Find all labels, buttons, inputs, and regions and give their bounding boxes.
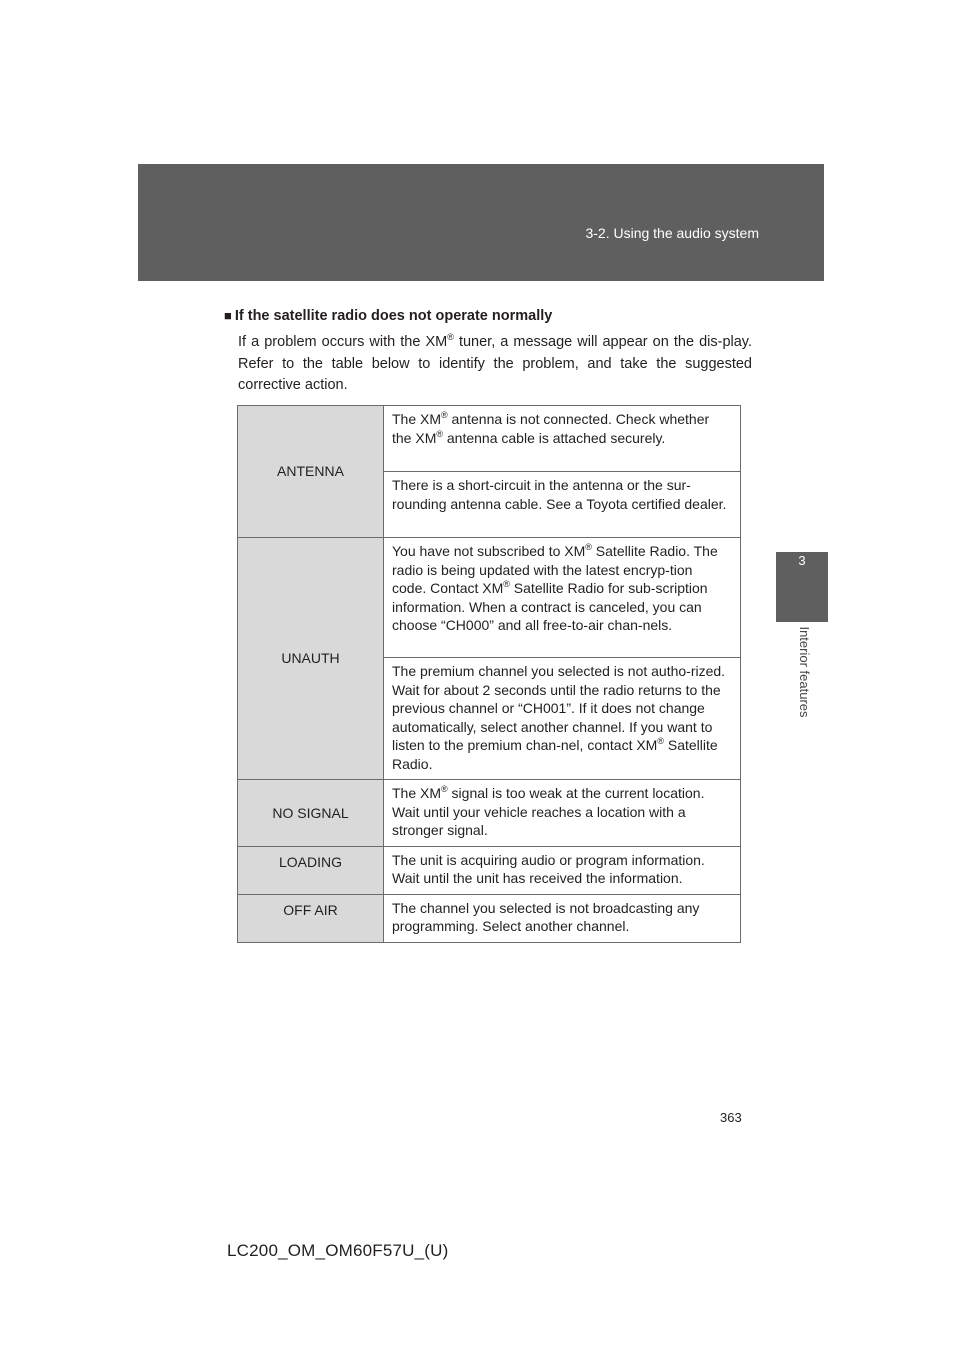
message-code-unauth: UNAUTH <box>238 538 384 780</box>
section-title: 3-2. Using the audio system <box>585 225 759 241</box>
square-bullet-icon: ■ <box>224 308 232 323</box>
table-row <box>238 538 741 658</box>
footer-document-code: LC200_OM_OM60F57U_(U) <box>227 1241 449 1260</box>
message-description: The channel you selected is not broadcasting any programming. Select another channel. <box>384 894 741 942</box>
intro-text-2: tuner, a message will appear on the dis-play. Refer to the table below to identify the problem, and take the suggested corrective action. <box>238 334 752 393</box>
message-table <box>237 405 741 943</box>
table-row <box>238 894 741 942</box>
message-description: There is a short-circuit in the antenna or the sur-rounding antenna cable. See a Toyota certified dealer. <box>384 472 741 538</box>
message-description: The unit is acquiring audio or program information. Wait until the unit has received the information. <box>384 846 741 894</box>
message-description: The premium channel you selected is not autho-rized. Wait for about 2 seconds until the radio returns to the previous channel or “CH001”. If it does not change automatically, select another channel. If you want to listen to the premium chan-nel, contact XM® Satellite Radio. <box>384 658 741 780</box>
message-description: The XM® antenna is not connected. Check whether the XM® antenna cable is attached securely. <box>384 406 741 472</box>
table-row <box>238 780 741 847</box>
table-row <box>238 846 741 894</box>
chapter-label: Interior features <box>797 626 812 718</box>
message-code-antenna: ANTENNA <box>238 406 384 538</box>
intro-text-1: If a problem occurs with the XM <box>238 334 448 350</box>
message-code-off-air: OFF AIR <box>238 894 384 942</box>
page-number: 363 <box>720 1110 742 1125</box>
chapter-number: 3 <box>798 553 806 568</box>
intro-paragraph <box>238 332 752 397</box>
section-heading <box>224 308 552 324</box>
header-band <box>138 164 824 281</box>
message-description: You have not subscribed to XM® Satellite Radio. The radio is being updated with the latest encryp-tion code. Contact XM® Satellite Radio for sub-scription information. When a contract is canceled, you can choose “CH000” and all free-to-air chan-nels. <box>384 538 741 658</box>
table-row <box>238 406 741 472</box>
section-heading-text: If the satellite radio does not operate normally <box>234 308 553 324</box>
message-description: The XM® signal is too weak at the current location. Wait until your vehicle reaches a location with a stronger signal. <box>384 780 741 847</box>
message-code-no-signal: NO SIGNAL <box>238 780 384 847</box>
message-code-loading: LOADING <box>238 846 384 894</box>
registered-mark: ® <box>447 332 454 342</box>
